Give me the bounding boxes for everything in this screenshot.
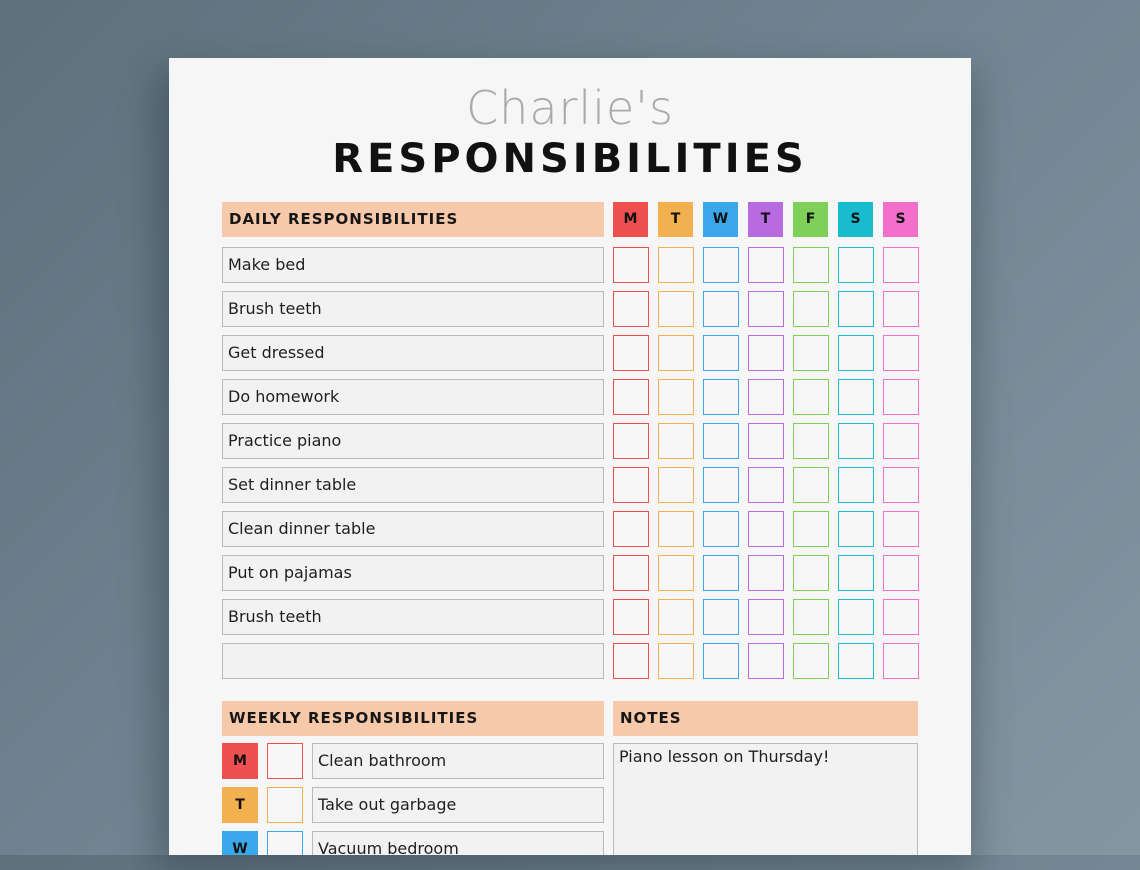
daily-checkbox[interactable] [613, 643, 649, 679]
day-header: S [838, 202, 873, 237]
daily-checkbox[interactable] [658, 335, 694, 371]
weekly-task-field[interactable]: Clean bathroom [312, 743, 604, 779]
daily-checkbox[interactable] [748, 379, 784, 415]
weekly-day-label: T [222, 787, 258, 823]
daily-checkbox[interactable] [838, 467, 874, 503]
daily-checkbox[interactable] [748, 247, 784, 283]
daily-checkbox[interactable] [748, 555, 784, 591]
daily-checkbox[interactable] [883, 511, 919, 547]
page-title: RESPONSIBILITIES [332, 136, 808, 182]
daily-task-field[interactable]: Do homework [222, 379, 604, 415]
daily-checkbox[interactable] [883, 643, 919, 679]
weekly-checkbox[interactable] [267, 831, 303, 855]
daily-checkbox[interactable] [838, 511, 874, 547]
chart-sheet [169, 58, 971, 855]
daily-checkbox[interactable] [793, 247, 829, 283]
daily-checkbox[interactable] [838, 379, 874, 415]
daily-checkbox[interactable] [703, 599, 739, 635]
daily-checkbox[interactable] [658, 555, 694, 591]
daily-checkbox[interactable] [658, 291, 694, 327]
daily-checkbox[interactable] [793, 423, 829, 459]
daily-checkbox[interactable] [613, 467, 649, 503]
daily-checkbox[interactable] [748, 291, 784, 327]
daily-checkbox[interactable] [883, 423, 919, 459]
daily-checkbox[interactable] [658, 247, 694, 283]
daily-checkbox[interactable] [748, 599, 784, 635]
daily-checkbox[interactable] [838, 423, 874, 459]
daily-checkbox[interactable] [658, 379, 694, 415]
daily-checkbox[interactable] [748, 467, 784, 503]
daily-checkbox[interactable] [748, 335, 784, 371]
daily-checkbox[interactable] [748, 643, 784, 679]
weekly-day-label: M [222, 743, 258, 779]
daily-checkbox[interactable] [838, 599, 874, 635]
daily-checkbox[interactable] [658, 599, 694, 635]
daily-checkbox[interactable] [613, 511, 649, 547]
daily-checkbox[interactable] [613, 291, 649, 327]
weekly-checkbox[interactable] [267, 743, 303, 779]
daily-checkbox[interactable] [613, 555, 649, 591]
daily-checkbox[interactable] [613, 247, 649, 283]
daily-checkbox[interactable] [703, 467, 739, 503]
day-header: T [748, 202, 783, 237]
daily-checkbox[interactable] [883, 379, 919, 415]
daily-checkbox[interactable] [658, 643, 694, 679]
daily-checkbox[interactable] [703, 247, 739, 283]
daily-task-field[interactable]: Brush teeth [222, 291, 604, 327]
daily-checkbox[interactable] [838, 555, 874, 591]
daily-checkbox[interactable] [883, 335, 919, 371]
daily-checkbox[interactable] [613, 423, 649, 459]
daily-checkbox[interactable] [613, 379, 649, 415]
daily-checkbox[interactable] [658, 467, 694, 503]
daily-task-field[interactable]: Put on pajamas [222, 555, 604, 591]
daily-checkbox[interactable] [793, 511, 829, 547]
notes-box[interactable]: Piano lesson on Thursday! [613, 743, 918, 855]
daily-checkbox[interactable] [838, 643, 874, 679]
weekly-day-label: W [222, 831, 258, 855]
daily-checkbox[interactable] [703, 291, 739, 327]
weekly-task-field[interactable]: Vacuum bedroom [312, 831, 604, 855]
weekly-checkbox[interactable] [267, 787, 303, 823]
daily-checkbox[interactable] [703, 379, 739, 415]
daily-checkbox[interactable] [748, 511, 784, 547]
daily-checkbox[interactable] [883, 467, 919, 503]
daily-heading: DAILY RESPONSIBILITIES [222, 202, 604, 237]
daily-checkbox[interactable] [703, 423, 739, 459]
daily-checkbox[interactable] [793, 291, 829, 327]
day-header: T [658, 202, 693, 237]
daily-checkbox[interactable] [703, 511, 739, 547]
daily-task-field[interactable]: Get dressed [222, 335, 604, 371]
daily-checkbox[interactable] [748, 423, 784, 459]
daily-task-field[interactable]: Practice piano [222, 423, 604, 459]
daily-checkbox[interactable] [793, 599, 829, 635]
child-name: Charlie's [466, 81, 674, 135]
daily-checkbox[interactable] [838, 335, 874, 371]
daily-checkbox[interactable] [703, 555, 739, 591]
daily-checkbox[interactable] [793, 467, 829, 503]
day-header: F [793, 202, 828, 237]
day-header: W [703, 202, 738, 237]
daily-checkbox[interactable] [883, 247, 919, 283]
daily-checkbox[interactable] [883, 599, 919, 635]
daily-checkbox[interactable] [658, 511, 694, 547]
daily-task-field[interactable]: Clean dinner table [222, 511, 604, 547]
daily-checkbox[interactable] [703, 335, 739, 371]
daily-checkbox[interactable] [793, 379, 829, 415]
daily-checkbox[interactable] [658, 423, 694, 459]
daily-checkbox[interactable] [793, 555, 829, 591]
daily-checkbox[interactable] [883, 291, 919, 327]
weekly-task-field[interactable]: Take out garbage [312, 787, 604, 823]
weekly-heading: WEEKLY RESPONSIBILITIES [222, 701, 604, 736]
daily-checkbox[interactable] [838, 247, 874, 283]
daily-checkbox[interactable] [613, 599, 649, 635]
daily-task-field[interactable] [222, 643, 604, 679]
day-header: M [613, 202, 648, 237]
notes-heading: NOTES [613, 701, 918, 736]
daily-checkbox[interactable] [838, 291, 874, 327]
daily-task-field[interactable]: Make bed [222, 247, 604, 283]
daily-checkbox[interactable] [793, 335, 829, 371]
daily-task-field[interactable]: Brush teeth [222, 599, 604, 635]
daily-checkbox[interactable] [703, 643, 739, 679]
daily-task-field[interactable]: Set dinner table [222, 467, 604, 503]
daily-checkbox[interactable] [613, 335, 649, 371]
day-header: S [883, 202, 918, 237]
daily-checkbox[interactable] [793, 643, 829, 679]
daily-checkbox[interactable] [883, 555, 919, 591]
